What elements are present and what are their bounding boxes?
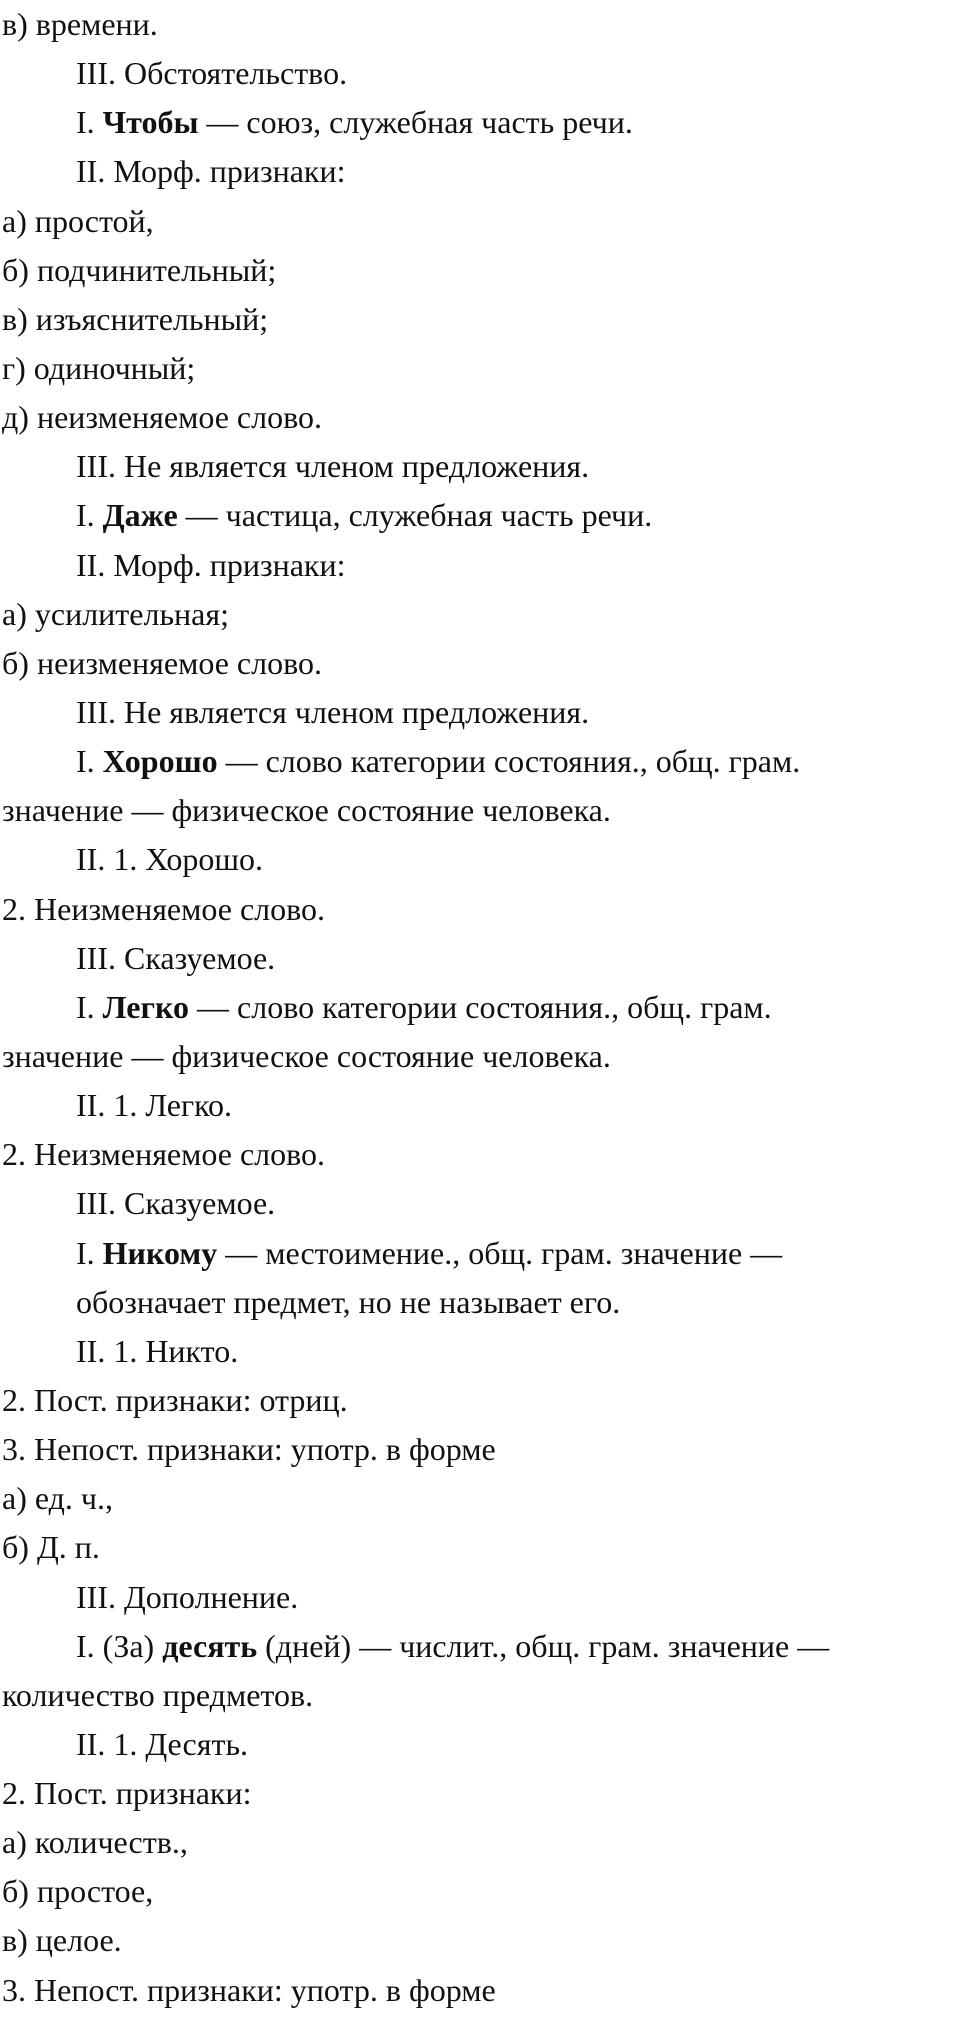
text-run: 3. Непост. признаки: употр. в форме [2,1971,496,2008]
text-run: а) усилительная; [2,595,229,632]
text-line [0,1818,960,1867]
text-run: б) Д. п. [2,1529,100,1566]
text-run: — слово категории состояния., общ. грам. [189,988,772,1025]
text-run: — союз, служебная часть речи. [198,104,633,141]
text-line [0,491,960,540]
text-line [0,246,960,295]
text-line [0,1130,960,1179]
text-run: I. [76,743,103,780]
text-run: (дней) — числит., общ. грам. значение — [257,1627,830,1664]
text-line [0,344,960,393]
text-run: III. Сказуемое. [76,939,276,976]
text-run: I. [76,1234,103,1271]
text-line [0,1229,960,1278]
text-line [0,688,960,737]
text-line [0,934,960,983]
text-line [0,1327,960,1376]
text-line [0,0,960,49]
text-line [0,885,960,934]
text-line [0,147,960,196]
text-run: III. Обстоятельство. [76,55,348,92]
text-run: 2. Пост. признаки: [2,1775,252,1812]
bold-term: Чтобы [102,104,199,141]
text-run: обозначает предмет, но не называет его. [76,1283,621,1320]
text-run: — местоимение., общ. грам. значение — [217,1234,783,1271]
text-line [0,1474,960,1523]
text-line [0,98,960,147]
text-run: 2. Пост. признаки: отриц. [2,1381,348,1418]
text-line [0,1573,960,1622]
text-run: б) простое, [2,1873,154,1910]
text-line [0,1425,960,1474]
text-line [0,1523,960,1572]
text-line [0,1032,960,1081]
text-line [0,1916,960,1965]
text-line [0,49,960,98]
text-run: в) изъяснительный; [2,300,269,337]
text-run: II. 1. Никто. [76,1332,239,1369]
text-run: — слово категории состояния., общ. грам. [217,743,801,780]
text-run: III. Не является членом предложения. [76,693,590,730]
text-run: 3. Непост. признаки: употр. в форме [2,1431,496,1468]
text-line [0,737,960,786]
text-run: I. (За) [76,1627,163,1664]
bold-term: десять [162,1627,258,1664]
text-run: а) ед. ч., [2,1480,114,1517]
text-line [0,590,960,639]
text-run: значение — физическое состояние человека. [2,1037,611,1074]
bold-term: Никому [102,1234,218,1271]
text-run: II. Морф. признаки: [76,546,346,583]
text-line [0,1622,960,1671]
text-run: а) количеств., [2,1824,188,1861]
text-line [0,295,960,344]
bold-term: Легко [102,988,190,1025]
text-run: I. [76,104,103,141]
text-run: в) времени. [2,6,158,42]
text-line [0,1671,960,1720]
text-run: III. Дополнение. [76,1578,299,1615]
text-line [0,1278,960,1327]
text-run: г) одиночный; [2,349,196,386]
text-run: II. 1. Легко. [76,1087,233,1124]
text-line [0,983,960,1032]
text-run: количество предметов. [2,1676,314,1713]
text-line [0,639,960,688]
text-line [0,1867,960,1916]
text-line [0,835,960,884]
text-line [0,541,960,590]
text-line [0,197,960,246]
text-line [0,786,960,835]
text-line [0,1720,960,1769]
bold-term: Хорошо [102,743,218,780]
text-run: д) неизменяемое слово. [2,399,322,436]
text-line [0,1081,960,1130]
text-run: в) целое. [2,1922,122,1959]
text-run: II. 1. Хорошо. [76,841,264,878]
text-run: значение — физическое состояние человека. [2,792,611,829]
text-run: II. 1. Десять. [76,1725,249,1762]
text-run: б) подчинительный; [2,251,277,288]
text-run: II. Морф. признаки: [76,153,346,190]
text-run: I. [76,988,103,1025]
text-run: 2. Неизменяемое слово. [2,890,326,927]
text-run: б) неизменяемое слово. [2,644,322,681]
bold-term: Даже [102,497,178,534]
text-run: 2. Неизменяемое слово. [2,1136,326,1173]
text-line [0,1769,960,1818]
text-line [0,1376,960,1425]
text-run: I. [76,497,103,534]
text-line [0,1966,960,2015]
text-run: III. Не является членом предложения. [76,448,590,485]
text-run: а) простой, [2,202,154,239]
text-line [0,442,960,491]
text-line [0,393,960,442]
text-run: III. Сказуемое. [76,1185,276,1222]
text-line [0,1179,960,1228]
text-run: — частица, служебная часть речи. [177,497,653,534]
